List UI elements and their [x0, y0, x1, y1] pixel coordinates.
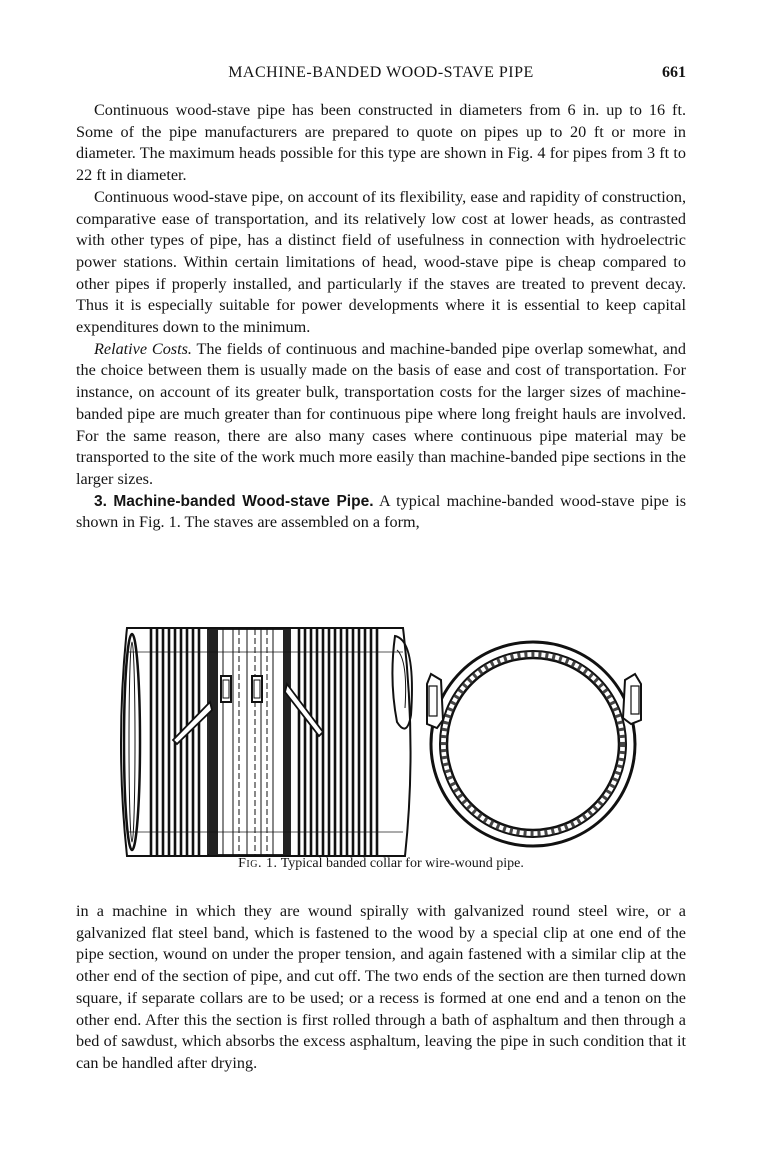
paragraph-relative-costs — [76, 339, 686, 491]
running-head — [76, 64, 686, 88]
paragraph-winding-process: in a machine in which they are wound spirally with galvanized round steel wire, or a galvanized flat steel band, which is fastened to the wood by a special clip at one end of the pipe section, wound on under the proper tension, and again fastened with a similar clip at the other end of the section of pipe, and cut off. The two ends of the section are then turned down square, if separate collars are to be used; or a recess is formed at one end and a tenon on the other end. After this the section is first rolled through a bath of asphaltum and then through a bed of sawdust, which absorbs the excess asphaltum, leaving the pipe in such condition that it can be handled after drying. — [76, 902, 686, 1072]
page-number: 661 — [662, 64, 686, 81]
banded-pipe-drawing — [113, 620, 653, 860]
running-title: MACHINE-BANDED WOOD-STAVE PIPE — [228, 64, 534, 81]
figure-label: Fig. 1. — [238, 856, 278, 871]
relative-costs-heading: Relative Costs. — [94, 339, 192, 358]
figure-caption — [76, 856, 686, 872]
section-number: 3. — [94, 492, 107, 510]
collar-end-view — [427, 642, 641, 846]
pipe-side-view — [121, 628, 412, 856]
body-text-top — [76, 100, 686, 534]
body-text-bottom — [76, 901, 686, 1075]
paragraph-usefulness: Continuous wood-stave pipe, on account of its flexibility, ease and rapidity of construction, comparative ease of transportation, and its relatively low cost at lower heads, as contrasted with other types of pipe, has a distinct field of usefulness in connection with hydroelectric power stations. Within certain limitations of head, wood-stave pipe is cheap compared to other pipes if properly installed, and particularly if the staves are treated to prevent decay. Thus it is especially suitable for power developments where it is essential to keep capital expenditures down to the minimum. — [76, 187, 686, 337]
relative-costs-text: The fields of continuous and machine-banded pipe overlap somewhat, and the choice between them is usually made on the basis of ease and cost of transportation. For instance, on account of its greater bulk, transportation costs for the larger sizes of machine-banded pipe are much greater than for continuous pipe where long freight hauls are involved. For the same reason, there are also many cases where continuous pipe material may be transported to the site of the work much more easily than machine-banded pipe sections in the larger sizes. — [76, 339, 686, 488]
figure-1-illustration — [113, 620, 653, 860]
paragraph-diameters: Continuous wood-stave pipe has been constructed in diameters from 6 in. up to 16 ft. Some of the pipe manufacturers are prepared to quote on pipes up to 20 ft or more in diameter. The maximum heads possible for this type are shown in Fig. 4 for pipes from 3 ft to 22 ft in diameter. — [76, 101, 686, 185]
figure-caption-text: Typical banded collar for wire-wound pipe. — [280, 856, 524, 871]
section-title: Machine-banded Wood-stave Pipe. — [113, 492, 374, 510]
paragraph-section-3 — [76, 491, 686, 534]
section-3-text: A typical machine-banded wood-stave pipe is shown in Fig. 1. The staves are assembled on a form, — [76, 491, 686, 532]
